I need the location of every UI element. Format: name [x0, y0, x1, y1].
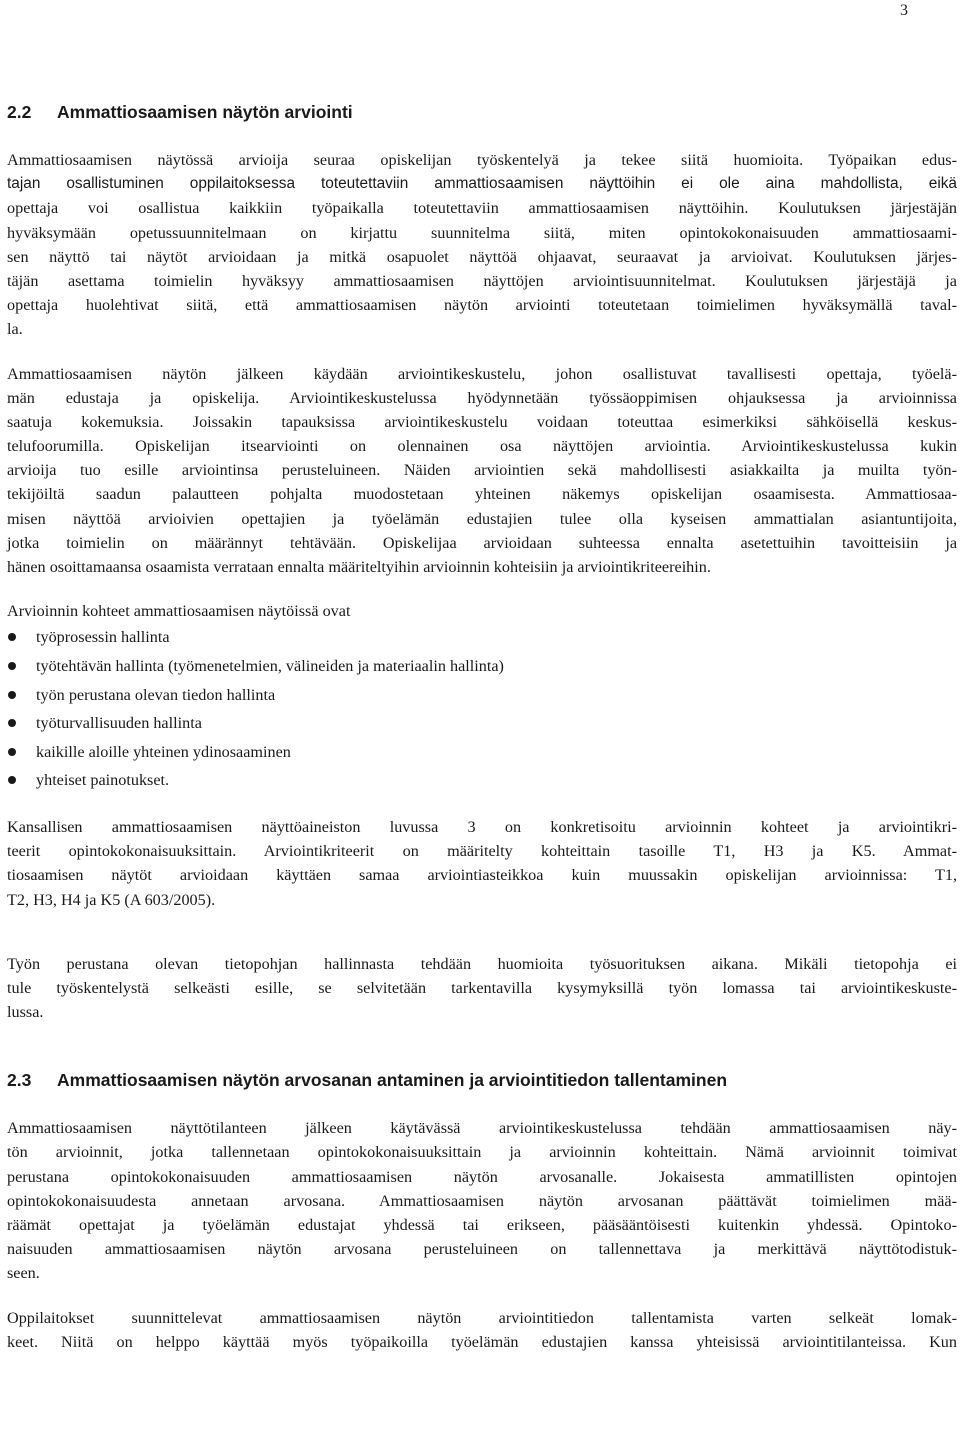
list-item-text: työn perustana olevan tiedon hallinta [36, 685, 276, 704]
text-line: Ammattiosaamisen näytössä arvioija seuraa opiskelijan työskentelyä ja tekee siitä huomioita. Työpaikan edus- [7, 151, 957, 169]
text-line: naisuuden ammattiosaamisen näytön arvosana perusteluineen on tallennettava ja merkittävä näyttötodistuk- [7, 1240, 957, 1259]
text-line: Kansallisen ammattiosaamisen näyttöaineiston luvussa 3 on konkretisoitu arvioinnin kohteet ja arviointikri- [7, 817, 957, 836]
section-heading-2-3 [7, 1064, 957, 1096]
text-line: hänen osoittamaansa osaamista verrataan ennalta määriteltyihin arvioinnin kohteisiin ja arviointikriteereihin. [7, 558, 711, 576]
paragraph [7, 1116, 957, 1285]
list-intro: Arvioinnin kohteet ammattiosaamisen näytöissä ovat [7, 602, 351, 621]
bullet-icon [8, 662, 16, 670]
text-line: täjän asettama toimielin hyväksyy ammattiosaamisen näyttöjen arviointisuunnitelmat. Koulutuksen järjestäjä ja [7, 271, 957, 290]
text-line: Ammattiosaamisen näyttötilanteen jälkeen käytävässä arviointikeskustelussa tehdään ammattiosaamisen näy- [7, 1119, 957, 1138]
paragraph [7, 1306, 957, 1354]
text-line: Työn perustana olevan tietopohjan hallinnasta tehdään huomioita työsuorituksen aikana. Mikäli tietopohja ei [7, 954, 957, 973]
text-line: opettaja voi osallistua kaikkiin työpaikalla toteutettaviin ammattiosaamisen näyttöihin. Koulutuksen järjestäjän [7, 199, 957, 218]
text-line: teerit opintokokonaisuuksittain. Arviointikriteerit on määritelty kohteittain tasoille T1, H3 ja K5. Ammat- [7, 842, 957, 861]
paragraph [7, 362, 957, 580]
bullet-icon [8, 633, 16, 641]
section-heading-2-2 [7, 96, 957, 128]
list-item [7, 623, 957, 652]
bullet-icon [8, 776, 16, 784]
list-item [7, 652, 957, 681]
list-item-text: työprosessin hallinta [36, 628, 170, 647]
text-line: misen näyttöä arvioivien opettajien ja työelämän edustajien tulee olla kyseisen ammattialan asiantuntijoita, [7, 509, 957, 528]
text-line: sen näyttö tai näytöt arvioidaan ja mitkä osapuolet näyttöä ohjaavat, seuraavat ja arvioivat. Koulutuksen järjes- [7, 247, 957, 266]
text-line: tön arvioinnit, jotka tallennetaan opintokokonaisuuksittain ja arvioinnin kohteittain. Nämä arvioinnit toimivat [7, 1143, 957, 1162]
text-line: telufoorumilla. Opiskelijan itsearviointi on olennainen osa näyttöjen arviointia. Arviointikeskustelussa kukin [7, 437, 957, 456]
text-line: la. [7, 320, 23, 339]
text-line: tekijöiltä saadun palautteen pohjalta muodostetaan yhteinen näkemys opiskelijan osaamisesta. Ammattiosaa- [7, 485, 957, 504]
text-line: män edustaja ja opiskelija. Arviointikeskustelussa hyödynnetään työssäoppimisen ohjauksessa ja arvioinnissa [7, 388, 957, 407]
text-line: Oppilaitokset suunnittelevat ammattiosaamisen näytön arviointitiedon tallentamista varten selkeät lomak- [7, 1308, 957, 1327]
text-line: tiosaamisen näytöt arvioidaan käyttäen samaa arviointiasteikkoa kuin muussakin opiskelijan arvioinnissa: T1, [7, 866, 957, 885]
text-line: tule työskentelystä selkeästi esille, se selvitetään tarkentavilla kysymyksillä työn lomassa tai arviointikeskuste- [7, 978, 957, 997]
section-number: 2.3 [7, 1070, 32, 1091]
list-item-text: yhteiset painotukset. [36, 771, 170, 790]
section-number: 2.2 [7, 102, 32, 122]
bullet-icon [8, 719, 16, 727]
bullet-icon [8, 691, 16, 699]
text-line: opettaja huolehtivat siitä, että ammattiosaamisen näytön arviointi toteutetaan toimielimen hyväksymällä taval- [7, 296, 957, 315]
bullet-icon [8, 748, 16, 756]
list-item [7, 738, 957, 767]
text-line: räämät opettajat ja työelämän edustajat yhdessä tai erikseen, pääsääntöisesti kuitenkin yhdessä. Opintoko- [7, 1216, 957, 1234]
text-line: tajan osallistuminen oppilaitoksessa toteutettaviin ammattiosaamisen näyttöihin ei ole aina mahdollista, eikä [7, 175, 957, 193]
text-line: opintokokonaisuudesta annetaan arvosana. Ammattiosaamisen näytön arvosanan päättävät toimielimen mää- [7, 1191, 957, 1210]
page-number: 3 [900, 2, 908, 19]
text-line: Ammattiosaamisen näytön jälkeen käydään arviointikeskustelu, johon osallistuvat tavallisesti opettaja, työelä- [7, 364, 957, 383]
list-item-text: kaikille aloille yhteinen ydinosaaminen [36, 742, 291, 761]
list-item-text: työtehtävän hallinta (työmenetelmien, välineiden ja materiaalin hallinta) [36, 656, 504, 675]
text-line: saatuja kokemuksia. Joissakin tapauksissa arviointikeskustelu voidaan toteuttaa esimerkiksi sähköisellä keskus- [7, 412, 957, 431]
list-item-text: työturvallisuuden hallinta [36, 714, 202, 733]
text-line: jotka toimielin on määrännyt tehtävään. Opiskelijaa arvioidaan suhteessa ennalta asetettuihin tavoitteisiin ja [7, 533, 957, 552]
assessment-targets-list [7, 623, 957, 795]
list-item [7, 681, 957, 710]
section-title: Ammattiosaamisen näytön arviointi [57, 102, 353, 122]
paragraph [7, 952, 957, 1025]
text-line: perustana opintokokonaisuuden ammattiosaamisen näytön arvosanalle. Jokaisesta ammatillisten opintojen [7, 1167, 957, 1186]
text-line: keet. Niitä on helppo käyttää myös työpaikoilla työelämän edustajien kanssa yhteisissä arviointitilanteissa. Kun [7, 1332, 957, 1351]
section-title: Ammattiosaamisen näytön arvosanan antaminen ja arviointitiedon tallentaminen [57, 1070, 728, 1091]
text-line: hyväksymään opetussuunnitelmaan on kirjattu suunnitelma siitä, miten opintokokonaisuuden ammattiosaami- [7, 223, 957, 242]
text-line: lussa. [7, 1003, 44, 1022]
text-line: arvioija tuo esille arviointinsa perusteluineen. Näiden arviointien sekä mahdollisesti asiakkailta ja muilta työn- [7, 461, 957, 480]
paragraph [7, 815, 957, 912]
list-item [7, 709, 957, 738]
text-line: T2, H3, H4 ja K5 (A 603/2005). [7, 890, 216, 909]
text-line: seen. [7, 1264, 40, 1283]
document-body [7, 96, 957, 1354]
paragraph [7, 148, 957, 342]
list-item [7, 766, 957, 795]
